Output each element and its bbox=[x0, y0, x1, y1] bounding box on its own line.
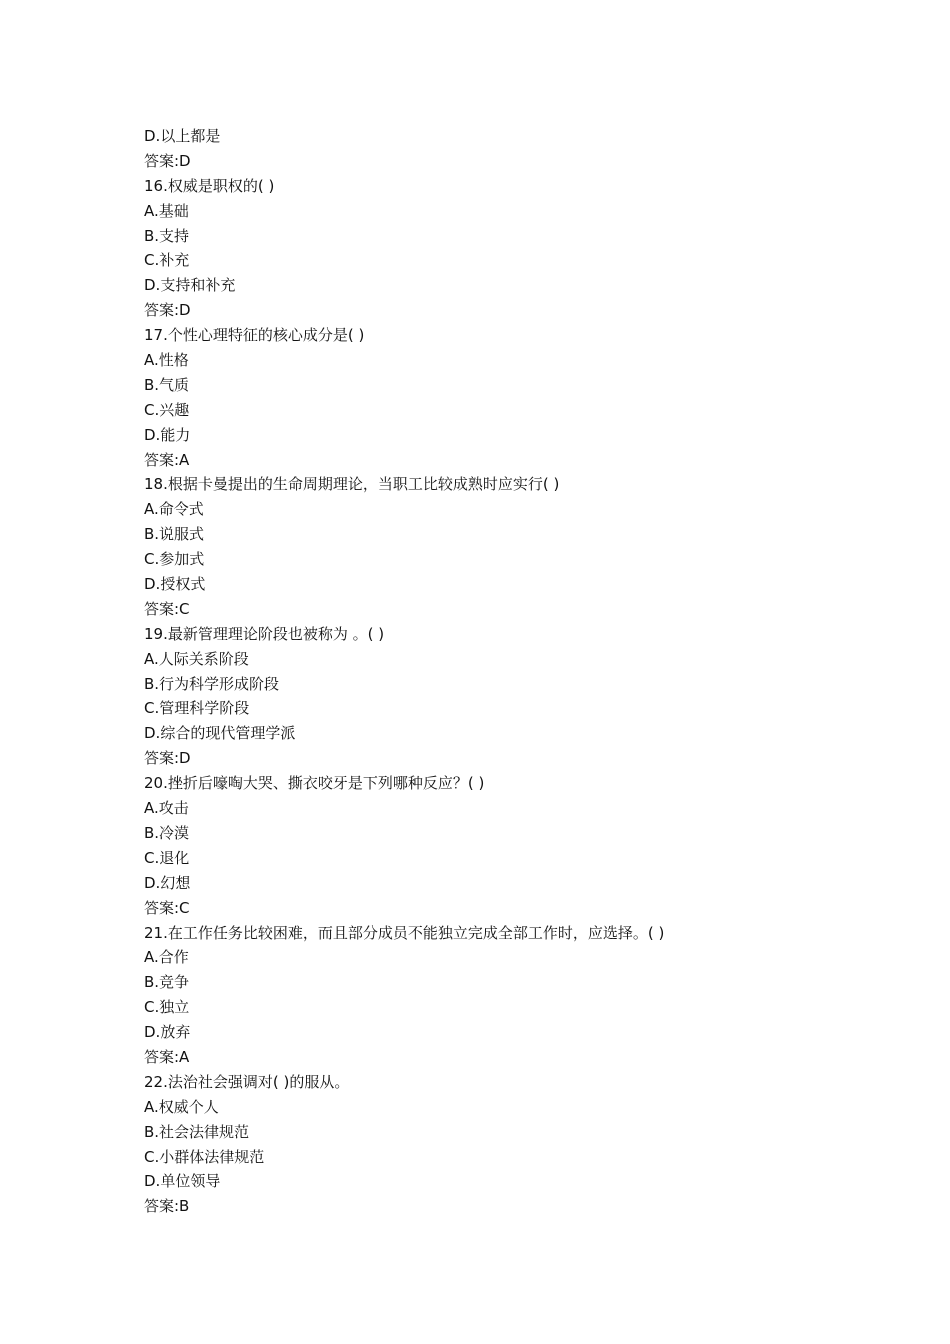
answer-q19: 答案:D bbox=[144, 749, 191, 768]
option-d-q17: D.能力 bbox=[144, 425, 191, 444]
option-c-q16: C.补充 bbox=[144, 251, 190, 270]
answer-q18: 答案:C bbox=[144, 599, 190, 618]
option-c-q20: C.退化 bbox=[144, 848, 190, 867]
option-a-q16: A.基础 bbox=[144, 201, 189, 220]
answer-q20: 答案:C bbox=[144, 898, 190, 917]
option-d-q19: D.综合的现代管理学派 bbox=[144, 724, 296, 743]
question-16: 16.权威是职权的( ) bbox=[144, 176, 275, 195]
option-d-q20: D.幻想 bbox=[144, 873, 191, 892]
question-21: 21.在工作任务比较困难，而且部分成员不能独立完成全部工作时，应选择。( ) bbox=[144, 923, 665, 942]
option-c-q21: C.独立 bbox=[144, 998, 190, 1017]
option-c-q19: C.管理科学阶段 bbox=[144, 699, 250, 718]
option-d-q15: D.以上都是 bbox=[144, 127, 221, 145]
option-d-q21: D.放弃 bbox=[144, 1023, 191, 1042]
option-a-q18: A.命令式 bbox=[144, 500, 204, 519]
option-b-q17: B.气质 bbox=[144, 375, 190, 394]
option-b-q21: B.竞争 bbox=[144, 973, 190, 992]
option-b-q16: B.支持 bbox=[144, 226, 190, 245]
question-22: 22.法治社会强调对( )的服从。 bbox=[144, 1072, 350, 1091]
option-d-q18: D.授权式 bbox=[144, 575, 206, 594]
option-a-q17: A.性格 bbox=[144, 351, 189, 370]
answer-q21: 答案:A bbox=[144, 1047, 190, 1066]
option-c-q18: C.参加式 bbox=[144, 550, 205, 569]
option-b-q22: B.社会法律规范 bbox=[144, 1122, 250, 1141]
option-b-q19: B.行为科学形成阶段 bbox=[144, 674, 280, 693]
option-c-q22: C.小群体法律规范 bbox=[144, 1147, 265, 1166]
option-d-q16: D.支持和补充 bbox=[144, 276, 236, 295]
option-a-q20: A.攻击 bbox=[144, 799, 189, 818]
answer-q22: 答案:B bbox=[144, 1197, 190, 1216]
option-b-q20: B.冷漠 bbox=[144, 823, 190, 842]
option-d-q22: D.单位领导 bbox=[144, 1172, 221, 1191]
answer-q16: 答案:D bbox=[144, 301, 191, 320]
question-19: 19.最新管理理论阶段也被称为 。( ) bbox=[144, 624, 385, 643]
option-c-q17: C.兴趣 bbox=[144, 400, 190, 419]
option-a-q19: A.人际关系阶段 bbox=[144, 649, 249, 668]
question-17: 17.个性心理特征的核心成分是( ) bbox=[144, 326, 365, 345]
option-b-q18: B.说服式 bbox=[144, 525, 205, 544]
answer-q15: 答案:D bbox=[144, 151, 191, 170]
option-a-q21: A.合作 bbox=[144, 948, 189, 967]
answer-q17: 答案:A bbox=[144, 450, 190, 469]
question-18: 18.根据卡曼提出的生命周期理论，当职工比较成熟时应实行( ) bbox=[144, 475, 560, 494]
question-20: 20.挫折后嚎啕大哭、撕衣咬牙是下列哪种反应？( ) bbox=[144, 774, 485, 793]
option-a-q22: A.权威个人 bbox=[144, 1097, 219, 1116]
question-list bbox=[144, 124, 844, 1219]
